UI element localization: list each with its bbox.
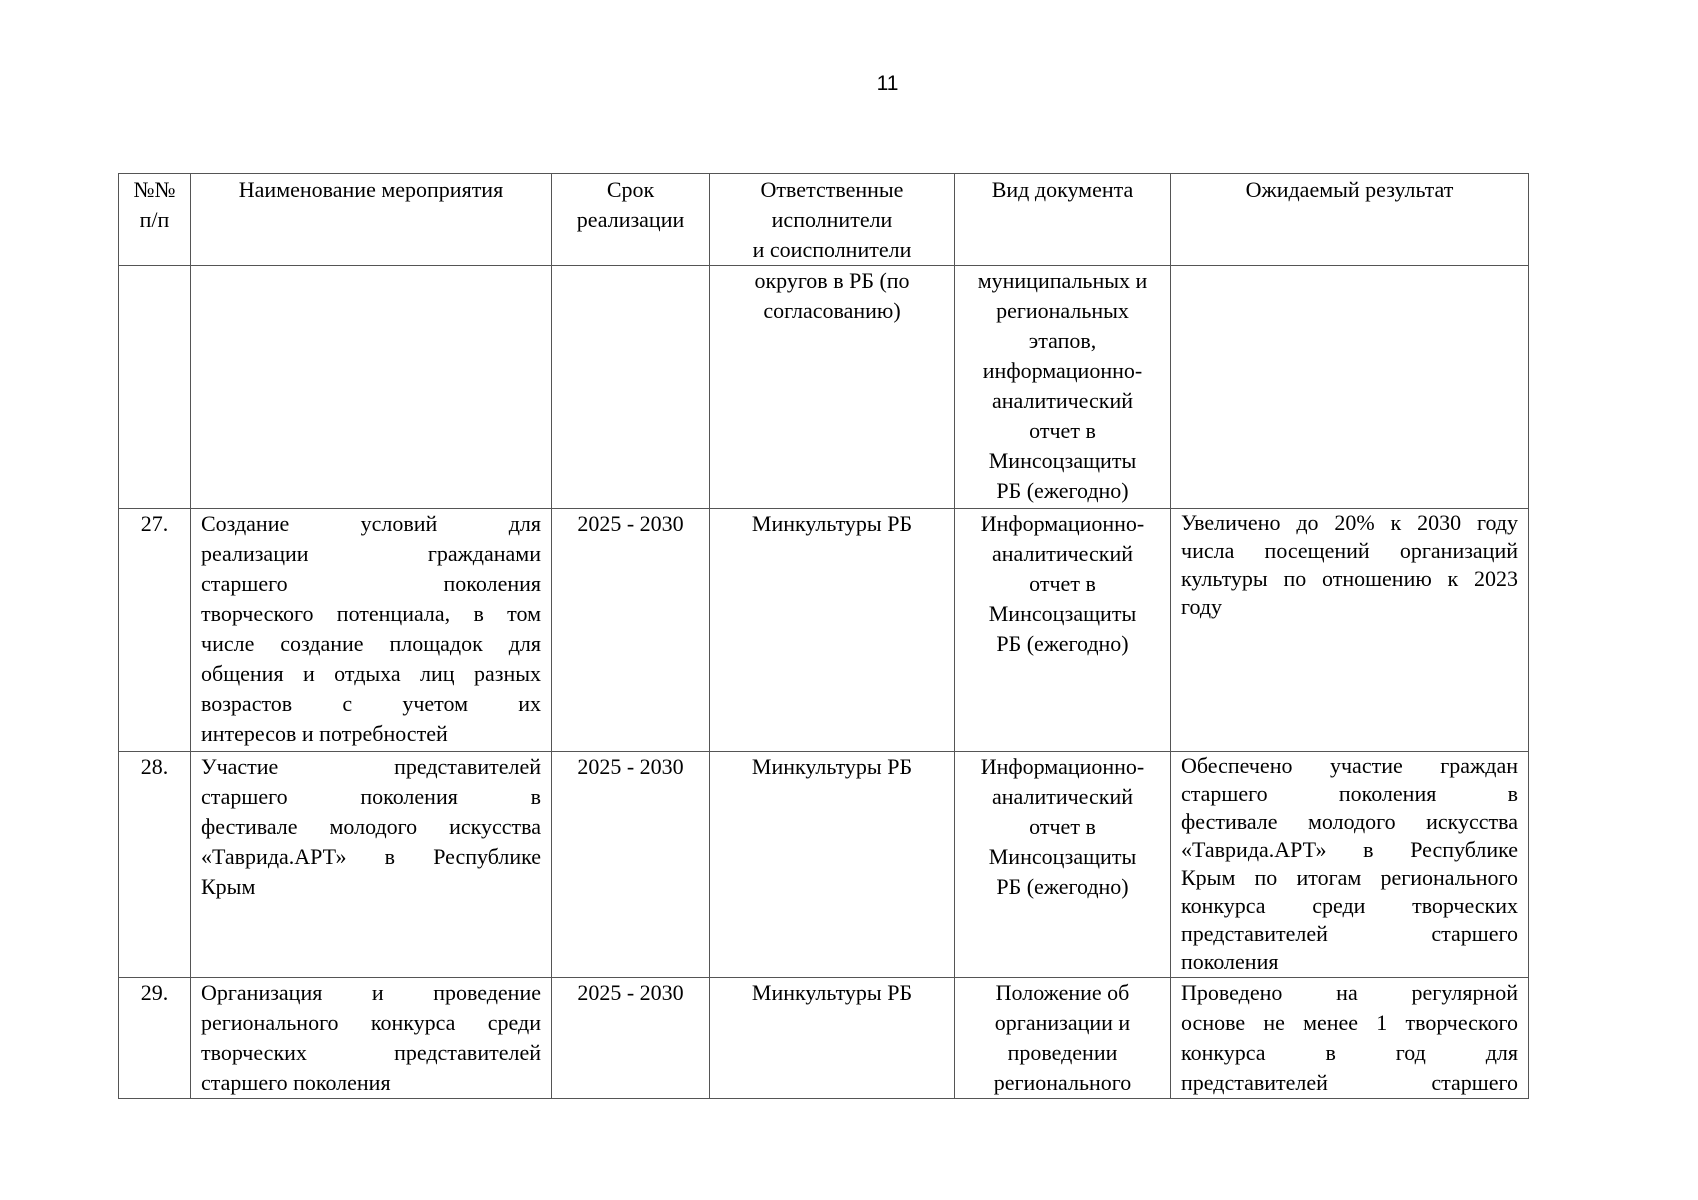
cell-expected-result: Проведено на регулярной основе не менее 1 творческого конкурса в год для представителей старшего bbox=[1171, 978, 1529, 1099]
page-number: 11 bbox=[876, 72, 899, 95]
cell-number bbox=[119, 266, 191, 509]
table-row-28 bbox=[119, 752, 1529, 978]
header-expected-result: Ожидаемый результат bbox=[1171, 174, 1529, 266]
table-row-29 bbox=[119, 978, 1529, 1099]
cell-term bbox=[552, 266, 710, 509]
cell-document-type: Информационно- аналитический отчет в Минсоцзащиты РБ (ежегодно) bbox=[955, 509, 1171, 752]
header-number: №№ п/п bbox=[119, 174, 191, 266]
cell-term: 2025 - 2030 bbox=[552, 978, 710, 1099]
cell-number: 29. bbox=[119, 978, 191, 1099]
cell-activity-name: Организация и проведение регионального конкурса среди творческих представителей старшего поколения bbox=[191, 978, 552, 1099]
cell-document-type: Положение об организации и проведении регионального bbox=[955, 978, 1171, 1099]
cell-responsible: округов в РБ (по согласованию) bbox=[710, 266, 955, 509]
table-header-row bbox=[119, 174, 1529, 266]
header-term: Срок реализации bbox=[552, 174, 710, 266]
header-activity-name: Наименование мероприятия bbox=[191, 174, 552, 266]
header-document-type: Вид документа bbox=[955, 174, 1171, 266]
cell-responsible: Минкультуры РБ bbox=[710, 978, 955, 1099]
cell-number: 28. bbox=[119, 752, 191, 978]
cell-activity-name bbox=[191, 266, 552, 509]
cell-document-type: Информационно- аналитический отчет в Минсоцзащиты РБ (ежегодно) bbox=[955, 752, 1171, 978]
cell-responsible: Минкультуры РБ bbox=[710, 752, 955, 978]
cell-expected-result: Обеспечено участие граждан старшего поколения в фестивале молодого искусства «Таврида.АРТ» в Республике Крым по итогам регионального конкурса среди творческих представителей старшего поколения bbox=[1171, 752, 1529, 978]
cell-activity-name: Создание условий для реализации гражданами старшего поколения творческого потенциала, в том числе создание площадок для общения и отдыха лиц разных возрастов с учетом их интересов и потребностей bbox=[191, 509, 552, 752]
cell-responsible: Минкультуры РБ bbox=[710, 509, 955, 752]
cell-expected-result bbox=[1171, 266, 1529, 509]
header-responsible: Ответственные исполнители и соисполнители bbox=[710, 174, 955, 266]
cell-term: 2025 - 2030 bbox=[552, 509, 710, 752]
activities-table bbox=[118, 173, 1529, 1099]
cell-term: 2025 - 2030 bbox=[552, 752, 710, 978]
cell-activity-name: Участие представителей старшего поколения в фестивале молодого искусства «Таврида.АРТ» в Республике Крым bbox=[191, 752, 552, 978]
cell-number: 27. bbox=[119, 509, 191, 752]
table-row-27 bbox=[119, 509, 1529, 752]
cell-document-type: муниципальных и региональных этапов, информационно- аналитический отчет в Минсоцзащиты РБ (ежегодно) bbox=[955, 266, 1171, 509]
cell-expected-result: Увеличено до 20% к 2030 году числа посещений организаций культуры по отношению к 2023 году bbox=[1171, 509, 1529, 752]
table-row-continuation bbox=[119, 266, 1529, 509]
